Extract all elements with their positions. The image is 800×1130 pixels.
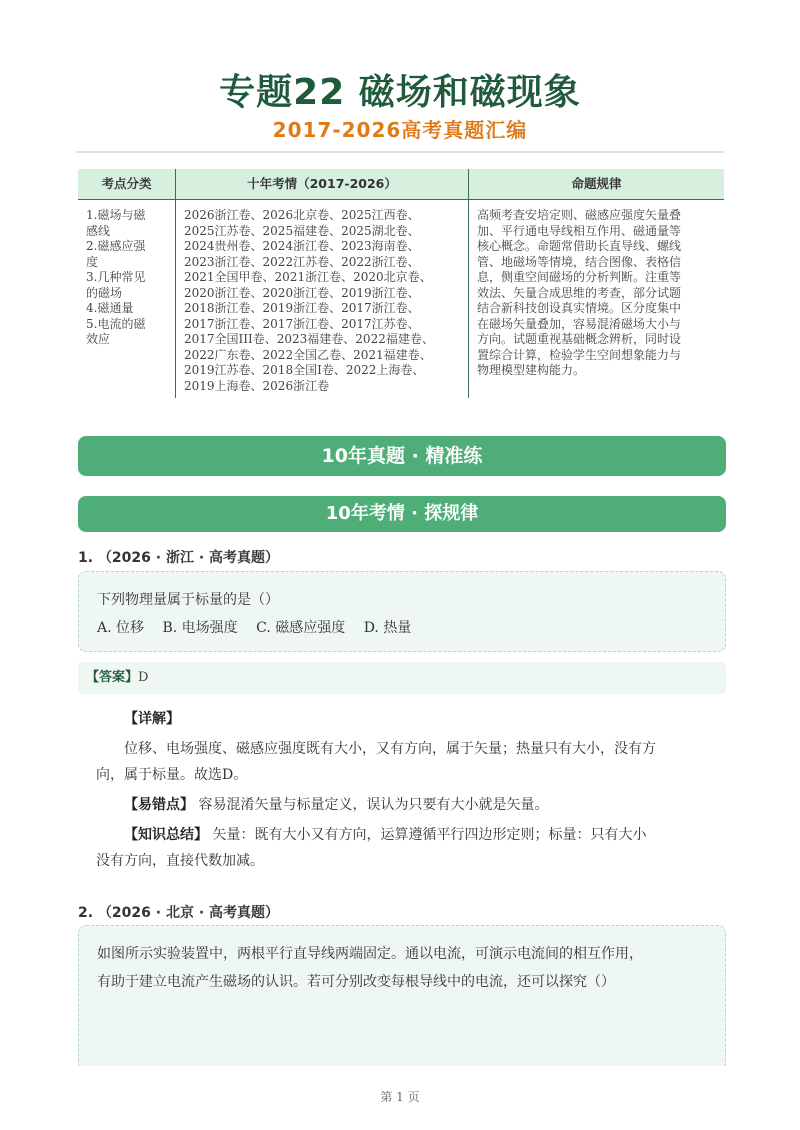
exam-line: 2019江苏卷、2018全国I卷、2022上海卷、 — [184, 363, 425, 377]
exam-line: 2017全国III卷、2023福建卷、2022福建卷、 — [184, 332, 434, 346]
rule-line: 物理模型建构能力。 — [477, 363, 586, 377]
category-line: 4.磁通量 — [86, 301, 134, 315]
header-category: 考点分类 — [78, 169, 176, 200]
detail-line-1: 位移、电场强度、磁感应强度既有大小，又有方向，属于矢量；热量只有大小，没有方 — [124, 741, 656, 757]
summary-text: 矢量：既有大小又有方向，运算遵循平行四边形定则；标量：只有大小 — [208, 827, 647, 843]
category-cell — [78, 200, 176, 399]
category-line: 5.电流的磁 — [86, 316, 146, 331]
sub-section-banner: 10年考情 · 探规律 — [78, 496, 726, 532]
overview-header-row — [78, 169, 724, 200]
question-2-box — [78, 925, 726, 1066]
option-a: A. 位移 — [97, 620, 145, 636]
exam-line: 2024贵州卷、2024浙江卷、2023海南卷、 — [184, 239, 420, 253]
explanation — [96, 706, 724, 874]
exam-line: 2019上海卷、2026浙江卷 — [184, 378, 330, 393]
option-b: B. 电场强度 — [162, 620, 238, 636]
rule-line: 加、平行通电导线相互作用、磁通量等 — [477, 223, 682, 238]
exam-line: 2026浙江卷、2026北京卷、2025江西卷、 — [184, 208, 420, 222]
rule-line: 置综合计算，检验学生空间想象能力与 — [477, 347, 682, 362]
page-number: 第 1 页 — [380, 1090, 420, 1104]
header-exams: 十年考情（2017-2026） — [176, 169, 469, 200]
detail-heading — [96, 706, 724, 732]
main-section-banner: 10年真题 · 精准练 — [78, 436, 726, 476]
mistake-note — [96, 792, 724, 818]
answer-label: 【答案】 — [86, 670, 139, 685]
title-divider — [76, 151, 724, 153]
header-rules: 命题规律 — [469, 169, 725, 200]
exam-line: 2021全国甲卷、2021浙江卷、2020北京卷、 — [184, 270, 432, 284]
rule-line: 在磁场矢量叠加，容易混淆磁场大小与 — [477, 316, 682, 331]
question-1-stem: 下列物理量属于标量的是（） — [97, 592, 279, 608]
summary-line-2: 没有方向，直接代数加减。 — [96, 853, 264, 869]
category-line: 2.磁感应强 — [86, 239, 146, 253]
option-d: D. 热量 — [363, 620, 412, 636]
detail-line-2: 向，属于标量。故选D。 — [96, 767, 248, 783]
exams-cell — [176, 200, 469, 399]
rule-line: 方向。试题重视基础概念辨析，同时设 — [477, 332, 682, 346]
question-2-stem-line-2: 有助于建立电流产生磁场的认识。若可分别改变每根导线中的电流，还可以探究（） — [97, 974, 615, 990]
category-line: 的磁场 — [86, 285, 123, 300]
category-line: 感线 — [86, 223, 111, 238]
category-line: 3.几种常见 — [86, 270, 146, 284]
option-c: C. 磁感应强度 — [256, 620, 346, 636]
mistake-text: 容易混淆矢量与标量定义，误认为只要有大小就是矢量。 — [194, 797, 549, 813]
rule-line: 结合新科技创设真实情境。区分度集中 — [477, 301, 682, 315]
answer-value: D — [138, 670, 149, 685]
category-line: 度 — [86, 254, 99, 269]
mistake-label: 【易错点】 — [124, 797, 194, 813]
overview-table — [78, 169, 724, 398]
overview-body-row — [78, 200, 724, 399]
rules-cell — [469, 200, 725, 399]
answer-bar — [78, 662, 726, 694]
page-title: 专题22 磁场和磁现象 — [219, 72, 581, 113]
exam-line: 2025江苏卷、2025福建卷、2025湖北卷、 — [184, 223, 420, 238]
question-1-options — [97, 617, 425, 637]
detail-label: 【详解】 — [124, 711, 180, 727]
page-subtitle: 2017-2026高考真题汇编 — [272, 118, 528, 142]
summary-label: 【知识总结】 — [124, 827, 208, 843]
rule-line: 管、地磁场等情境，结合图像、表格信 — [477, 254, 682, 269]
exam-line: 2022广东卷、2022全国乙卷、2021福建卷、 — [184, 347, 432, 362]
rule-line: 效法、矢量合成思维的考查，部分试题 — [477, 285, 682, 300]
rule-line: 息，侧重空间磁场的分析判断。注重等 — [477, 270, 682, 284]
question-2-heading: 2. （2026 · 北京 · 高考真题） — [78, 905, 280, 921]
exam-line: 2017浙江卷、2017浙江卷、2017江苏卷、 — [184, 316, 420, 331]
category-line: 1.磁场与磁 — [86, 208, 146, 222]
question-2-stem-line-1: 如图所示实验装置中，两根平行直导线两端固定。通以电流，可演示电流间的相互作用， — [97, 946, 643, 962]
exam-line: 2018浙江卷、2019浙江卷、2017浙江卷、 — [184, 301, 420, 315]
category-line: 效应 — [86, 332, 111, 346]
rule-line: 高频考查安培定则、磁感应强度矢量叠 — [477, 208, 682, 222]
rule-line: 核心概念。命题常借助长直导线、螺线 — [477, 239, 682, 253]
exam-line: 2023浙江卷、2022江苏卷、2022浙江卷、 — [184, 254, 420, 269]
exam-line: 2020浙江卷、2020浙江卷、2019浙江卷、 — [184, 285, 420, 300]
question-1-box — [78, 571, 726, 652]
summary-note — [96, 822, 724, 848]
question-1-heading: 1. （2026 · 浙江 · 高考真题） — [78, 550, 280, 566]
